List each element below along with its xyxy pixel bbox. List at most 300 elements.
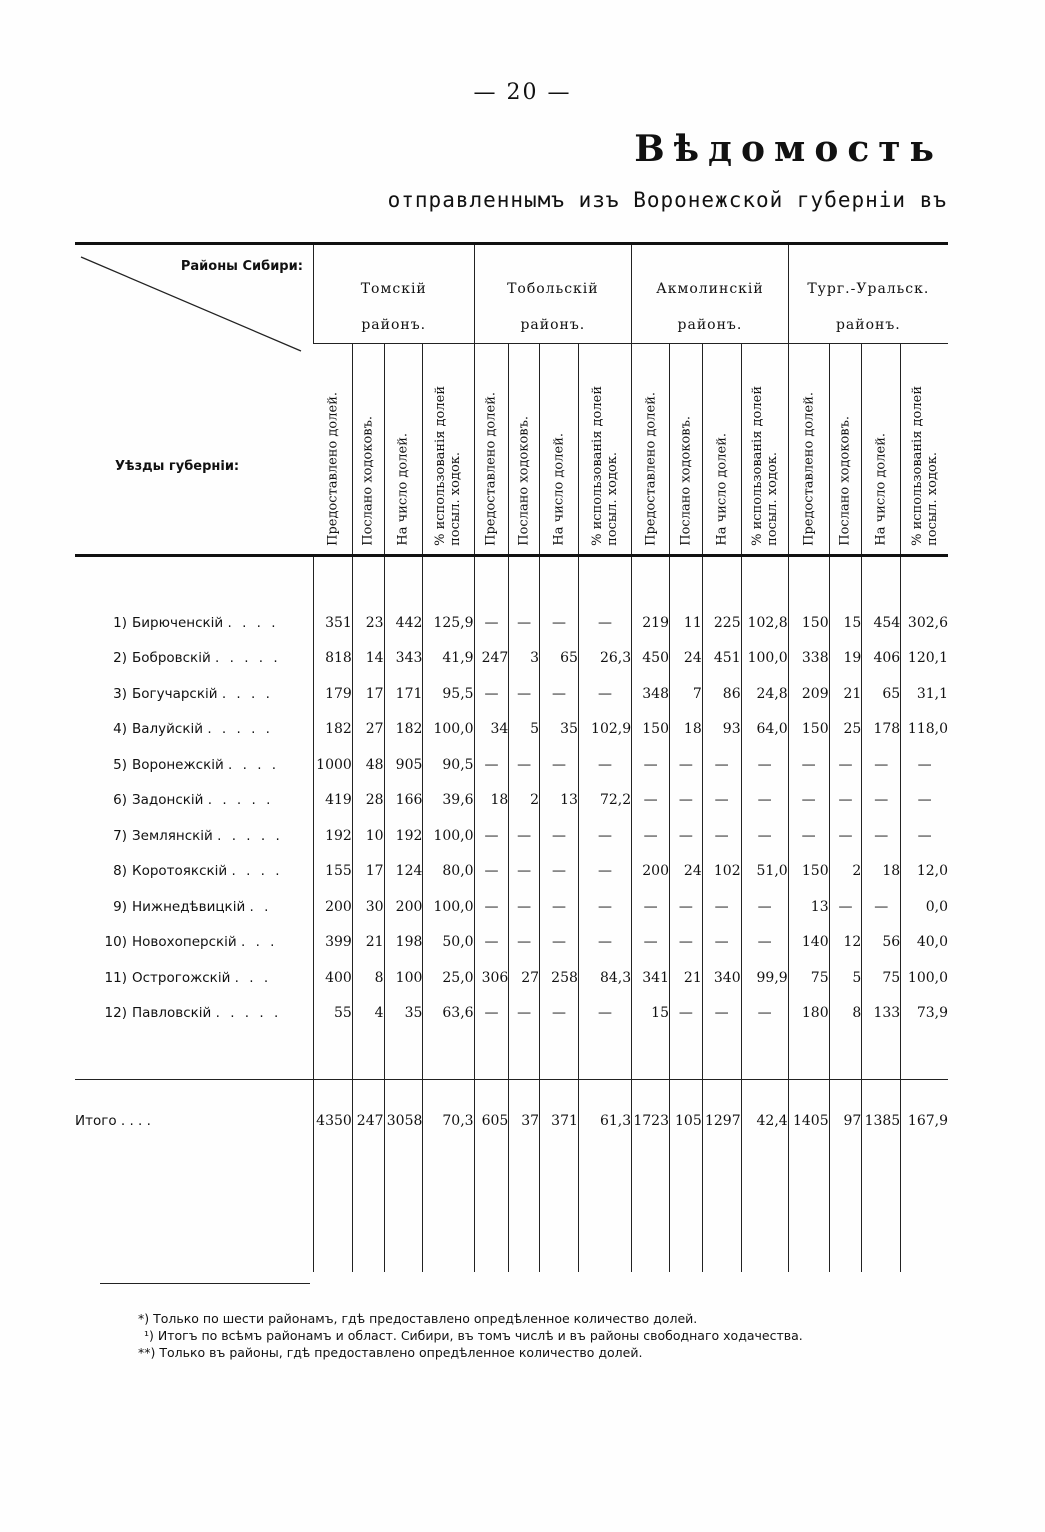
table-cell: 182	[384, 712, 423, 748]
table-cell: —	[702, 925, 741, 961]
row-index: 1)	[113, 614, 127, 631]
column-header-line: Послано ходоковъ.	[360, 416, 376, 546]
table-cell: —	[829, 747, 862, 783]
leader-dots: . . . . .	[207, 721, 273, 738]
group-header-line: районъ.	[835, 317, 901, 333]
table-cell: 905	[384, 747, 423, 783]
column-header	[578, 344, 631, 556]
table-cell: 34	[474, 712, 509, 748]
total-cell: 1723	[632, 1080, 670, 1163]
table-row	[75, 854, 948, 890]
table-cell: 171	[384, 676, 423, 712]
row-index: 8)	[113, 863, 127, 880]
table-cell: —	[474, 889, 509, 925]
table-cell: —	[578, 676, 631, 712]
table-cell: 150	[632, 712, 670, 748]
column-header	[670, 344, 703, 556]
district-label: Бирюченскій	[132, 614, 224, 631]
column-header	[702, 344, 741, 556]
footnote-3: **) Только въ районы, гдѣ предоставлено опредѣленное количество долей.	[138, 1345, 643, 1360]
column-header-line: На число долей.	[873, 433, 889, 546]
column-header-line: посыл. ходок.	[924, 452, 940, 546]
table-cell: 8	[829, 996, 862, 1032]
leader-dots: . . . .	[231, 863, 283, 880]
group-header-tomsk	[313, 244, 474, 344]
column-header-text	[433, 386, 463, 546]
total-cell: 1385	[862, 1080, 901, 1163]
leader-dots: . . . . .	[215, 1005, 282, 1022]
table-corner-header	[75, 244, 313, 556]
corner-label-districts: Уѣзды губерніи:	[115, 459, 240, 474]
district-name	[75, 783, 313, 819]
column-header-line: Предоставлено долей.	[801, 392, 817, 546]
spacer-cell	[829, 556, 862, 606]
table-cell: 12,0	[901, 854, 948, 890]
total-cell: 97	[829, 1080, 862, 1163]
district-name	[75, 960, 313, 996]
table-cell: 302,6	[901, 605, 948, 641]
table-cell: 454	[862, 605, 901, 641]
spacer-cell	[540, 1162, 579, 1272]
district-label: Новохоперскій	[132, 934, 237, 951]
table-cell: 118,0	[901, 712, 948, 748]
table-cell: 451	[702, 641, 741, 677]
table-row	[75, 712, 948, 748]
total-cell: 4350	[313, 1080, 352, 1163]
table-cell: 818	[313, 641, 352, 677]
table-cell: 15	[632, 996, 670, 1032]
table-cell: 17	[352, 854, 384, 890]
column-header	[313, 344, 352, 556]
district-name	[75, 854, 313, 890]
district-label: Коротоякскій	[132, 863, 228, 880]
table-cell: —	[540, 605, 579, 641]
table-cell: —	[578, 605, 631, 641]
column-header-line: Предоставлено долей.	[483, 392, 499, 546]
spacer-cell	[788, 1031, 829, 1080]
table-row	[75, 889, 948, 925]
district-label: Острогожскій	[132, 969, 231, 986]
group-header-line: районъ.	[677, 317, 743, 333]
spacer-cell	[313, 556, 352, 606]
leader-dots: . . . .	[221, 685, 273, 702]
spacer-cell	[741, 1031, 788, 1080]
table-cell: —	[509, 747, 540, 783]
spacer-cell	[75, 1031, 313, 1080]
column-header	[509, 344, 540, 556]
spacer-cell	[509, 1031, 540, 1080]
table-cell: 56	[862, 925, 901, 961]
table-cell: 341	[632, 960, 670, 996]
table-cell: 72,2	[578, 783, 631, 819]
group-header-akmolinsk	[632, 244, 789, 344]
table-cell: —	[632, 818, 670, 854]
spacer-cell	[829, 1162, 862, 1272]
table-cell: 180	[788, 996, 829, 1032]
table-cell: —	[901, 818, 948, 854]
spacer-cell	[474, 1031, 509, 1080]
table-cell: —	[540, 996, 579, 1032]
table-cell: 178	[862, 712, 901, 748]
district-label: Богучарскій	[132, 685, 218, 702]
column-header-line: Послано ходоковъ.	[516, 416, 532, 546]
row-index: 10)	[104, 934, 127, 951]
column-header-line: % использованія долей	[433, 386, 449, 546]
table-cell: 182	[313, 712, 352, 748]
table-cell: —	[670, 925, 703, 961]
table-cell: 102,9	[578, 712, 631, 748]
column-header-line: посыл. ходок.	[605, 452, 621, 546]
table-cell: 35	[384, 996, 423, 1032]
table-cell: —	[578, 747, 631, 783]
table-cell: 406	[862, 641, 901, 677]
table-row	[75, 960, 948, 996]
table-cell: 80,0	[423, 854, 474, 890]
table-cell: 225	[702, 605, 741, 641]
total-cell: 247	[352, 1080, 384, 1163]
column-header-line: Предоставлено долей.	[325, 392, 341, 546]
table-cell: 24	[670, 641, 703, 677]
district-name	[75, 818, 313, 854]
table-cell: 100,0	[423, 889, 474, 925]
table-cell: —	[670, 889, 703, 925]
table-cell: —	[741, 747, 788, 783]
table-row	[75, 925, 948, 961]
column-header-text	[838, 416, 853, 546]
total-cell: 1297	[702, 1080, 741, 1163]
district-name	[75, 996, 313, 1032]
table-cell: —	[829, 783, 862, 819]
spacer-cell	[829, 1031, 862, 1080]
table-cell: 102	[702, 854, 741, 890]
row-index: 9)	[113, 898, 127, 915]
table-cell: 30	[352, 889, 384, 925]
table-cell: 140	[788, 925, 829, 961]
row-index: 11)	[104, 969, 127, 986]
table-cell: 150	[788, 605, 829, 641]
table-row	[75, 605, 948, 641]
table-cell: —	[540, 854, 579, 890]
leader-dots: . . .	[240, 934, 278, 951]
column-header-line: % использованія долей	[590, 386, 606, 546]
column-header-text	[590, 386, 620, 546]
spacer-cell	[632, 1031, 670, 1080]
table-cell: 5	[509, 712, 540, 748]
table-cell: —	[901, 747, 948, 783]
table-cell: 25,0	[423, 960, 474, 996]
total-label: Итого . . . .	[75, 1080, 313, 1163]
district-name	[75, 925, 313, 961]
group-header-line: районъ.	[361, 317, 427, 333]
group-header-line: Томскій	[360, 281, 427, 297]
spacer-cell	[423, 556, 474, 606]
table-cell: 166	[384, 783, 423, 819]
table-cell: 75	[788, 960, 829, 996]
row-index: 6)	[113, 792, 127, 809]
spacer-cell	[578, 556, 631, 606]
spacer-cell	[862, 1162, 901, 1272]
column-header-line: посыл. ходок.	[764, 452, 780, 546]
table-cell: —	[578, 889, 631, 925]
table-cell: 18	[474, 783, 509, 819]
table-cell: 12	[829, 925, 862, 961]
spacer-cell	[741, 1162, 788, 1272]
column-header-text	[750, 386, 780, 546]
table-cell: 100,0	[423, 712, 474, 748]
spacer-cell	[474, 556, 509, 606]
table-cell: 124	[384, 854, 423, 890]
spacer-cell	[313, 1031, 352, 1080]
spacer-cell	[862, 556, 901, 606]
group-header-tobolsk	[474, 244, 632, 344]
leader-dots: . . . .	[227, 614, 279, 631]
table-cell: 5	[829, 960, 862, 996]
spacer-cell	[632, 556, 670, 606]
table-cell: 19	[829, 641, 862, 677]
table-cell: —	[578, 854, 631, 890]
column-header-text	[396, 433, 411, 546]
table-cell: —	[741, 818, 788, 854]
table-cell: 100	[384, 960, 423, 996]
district-label: Павловскій	[132, 1005, 212, 1022]
spacer-cell	[788, 556, 829, 606]
row-index: 3)	[113, 685, 127, 702]
table-cell: —	[509, 818, 540, 854]
table-cell: —	[829, 818, 862, 854]
table-cell: 41,9	[423, 641, 474, 677]
spacer-cell	[632, 1162, 670, 1272]
column-header-text	[484, 392, 499, 546]
column-header	[384, 344, 423, 556]
table-cell: 192	[313, 818, 352, 854]
table-cell: 125,9	[423, 605, 474, 641]
table-cell: 0,0	[901, 889, 948, 925]
leader-dots: . . . .	[228, 756, 280, 773]
table-cell: 27	[352, 712, 384, 748]
table-cell: 200	[313, 889, 352, 925]
district-name	[75, 889, 313, 925]
row-index: 7)	[113, 827, 127, 844]
total-cell: 42,4	[741, 1080, 788, 1163]
table-cell: —	[670, 747, 703, 783]
table-cell: 18	[670, 712, 703, 748]
district-name	[75, 747, 313, 783]
table-cell: 28	[352, 783, 384, 819]
spacer-cell	[509, 556, 540, 606]
table-cell: 75	[862, 960, 901, 996]
column-header-text	[714, 433, 729, 546]
spacer-cell	[862, 1031, 901, 1080]
table-cell: 15	[829, 605, 862, 641]
table-cell: —	[862, 889, 901, 925]
table-cell: 13	[540, 783, 579, 819]
column-header-line: На число долей.	[551, 433, 567, 546]
table-cell: —	[670, 783, 703, 819]
table-cell: 25	[829, 712, 862, 748]
table-row	[75, 783, 948, 819]
spacer-cell	[702, 1162, 741, 1272]
column-header-line: посыл. ходок.	[448, 452, 464, 546]
statistics-table	[75, 242, 948, 1272]
district-label: Задонскій	[132, 792, 204, 809]
table-cell: 64,0	[741, 712, 788, 748]
table-cell: 27	[509, 960, 540, 996]
group-header-line: Тург.-Уральск.	[807, 281, 930, 297]
table-cell: 31,1	[901, 676, 948, 712]
spacer-cell	[352, 1162, 384, 1272]
table-cell: 14	[352, 641, 384, 677]
table-cell: 21	[352, 925, 384, 961]
table-cell: 100,0	[901, 960, 948, 996]
table-cell: 399	[313, 925, 352, 961]
footnote-2: ¹) Итогъ по всѣмъ районамъ и област. Сибири, въ томъ числѣ и въ районы свободнаго ходачества.	[144, 1328, 803, 1343]
table-cell: —	[632, 747, 670, 783]
table-cell: —	[509, 996, 540, 1032]
table-cell: —	[788, 783, 829, 819]
column-header	[632, 344, 670, 556]
table-cell: —	[509, 605, 540, 641]
table-cell: 11	[670, 605, 703, 641]
column-header-line: Послано ходоковъ.	[678, 416, 694, 546]
table-cell: —	[474, 854, 509, 890]
table-cell: 133	[862, 996, 901, 1032]
total-row	[75, 1080, 948, 1163]
table-cell: —	[509, 854, 540, 890]
table-cell: 100,0	[741, 641, 788, 677]
table-cell: 348	[632, 676, 670, 712]
table-cell: 102,8	[741, 605, 788, 641]
column-header-text	[678, 416, 693, 546]
table-cell: 351	[313, 605, 352, 641]
table-cell: —	[474, 925, 509, 961]
spacer-cell	[702, 556, 741, 606]
table-cell: 258	[540, 960, 579, 996]
total-cell: 167,9	[901, 1080, 948, 1163]
leader-dots: . . . . .	[215, 650, 281, 667]
table-cell: 179	[313, 676, 352, 712]
row-index: 2)	[113, 650, 127, 667]
leader-dots: . .	[249, 898, 272, 915]
table-row	[75, 747, 948, 783]
table-cell: 48	[352, 747, 384, 783]
table-cell: 23	[352, 605, 384, 641]
table-cell: 39,6	[423, 783, 474, 819]
table-cell: —	[788, 747, 829, 783]
table-cell: —	[474, 605, 509, 641]
district-label: Бобровскій	[132, 650, 211, 667]
table-cell: 13	[788, 889, 829, 925]
spacer-cell	[313, 1162, 352, 1272]
table-cell: 17	[352, 676, 384, 712]
spacer-cell	[788, 1162, 829, 1272]
table-row	[75, 996, 948, 1032]
table-row	[75, 818, 948, 854]
district-label: Воронежскій	[132, 756, 224, 773]
footnotes	[138, 1310, 803, 1361]
table-cell: —	[540, 889, 579, 925]
spacer-cell	[474, 1162, 509, 1272]
table-cell: 306	[474, 960, 509, 996]
table-cell: —	[788, 818, 829, 854]
district-name	[75, 676, 313, 712]
table-cell: 50,0	[423, 925, 474, 961]
spacer-cell	[540, 556, 579, 606]
table-cell: 8	[352, 960, 384, 996]
table-cell: —	[702, 783, 741, 819]
spacer-cell	[741, 556, 788, 606]
table-cell: 10	[352, 818, 384, 854]
corner-diagonal-line	[75, 245, 308, 565]
table-cell: 2	[509, 783, 540, 819]
table-cell: 120,1	[901, 641, 948, 677]
table-cell: 198	[384, 925, 423, 961]
row-index: 12)	[104, 1005, 127, 1022]
column-header-line: Послано ходоковъ.	[837, 416, 853, 546]
table-cell: 155	[313, 854, 352, 890]
table-cell: 90,5	[423, 747, 474, 783]
column-header-line: На число долей.	[395, 433, 411, 546]
total-cell: 37	[509, 1080, 540, 1163]
leader-dots: . . .	[234, 969, 272, 986]
spacer-cell	[423, 1162, 474, 1272]
total-cell: 371	[540, 1080, 579, 1163]
spacer-cell	[384, 1031, 423, 1080]
group-header-line: Тобольскій	[507, 281, 599, 297]
spacer-cell	[423, 1031, 474, 1080]
table-cell: 150	[788, 854, 829, 890]
district-label: Нижнедѣвицкій	[132, 898, 246, 915]
table-cell: 1000	[313, 747, 352, 783]
column-header	[788, 344, 829, 556]
column-header-line: % использованія долей	[749, 386, 765, 546]
table-cell: —	[632, 889, 670, 925]
table-cell: —	[702, 818, 741, 854]
group-header-line: Акмолинскій	[656, 281, 764, 297]
total-cell: 105	[670, 1080, 703, 1163]
spacer-cell	[540, 1031, 579, 1080]
table-cell: 93	[702, 712, 741, 748]
table-cell: —	[862, 818, 901, 854]
column-header-text	[517, 416, 532, 546]
column-header	[829, 344, 862, 556]
district-name	[75, 641, 313, 677]
district-label: Землянскій	[132, 827, 213, 844]
table-cell: 338	[788, 641, 829, 677]
footnote-1: *) Только по шести районамъ, гдѣ предоставлено опредѣленное количество долей.	[138, 1311, 698, 1326]
table-cell: —	[862, 783, 901, 819]
corner-label-regions: Районы Сибири:	[180, 259, 303, 274]
column-header-text	[874, 433, 889, 546]
table-cell: —	[509, 676, 540, 712]
table-cell: 3	[509, 641, 540, 677]
table-cell: —	[632, 783, 670, 819]
total-cell: 70,3	[423, 1080, 474, 1163]
table-cell: 99,9	[741, 960, 788, 996]
leader-dots: . . . . .	[217, 827, 283, 844]
table-cell: —	[474, 818, 509, 854]
spacer-cell	[352, 556, 384, 606]
table-cell: 84,3	[578, 960, 631, 996]
table-row	[75, 676, 948, 712]
group-header-line: районъ.	[520, 317, 586, 333]
column-header-text	[361, 416, 376, 546]
spacer-cell	[352, 1031, 384, 1080]
page-number: — 20 —	[473, 80, 572, 105]
table-cell: 21	[829, 676, 862, 712]
table-cell: —	[741, 996, 788, 1032]
total-cell: 1405	[788, 1080, 829, 1163]
document-title: Вѣдомость	[634, 128, 943, 170]
